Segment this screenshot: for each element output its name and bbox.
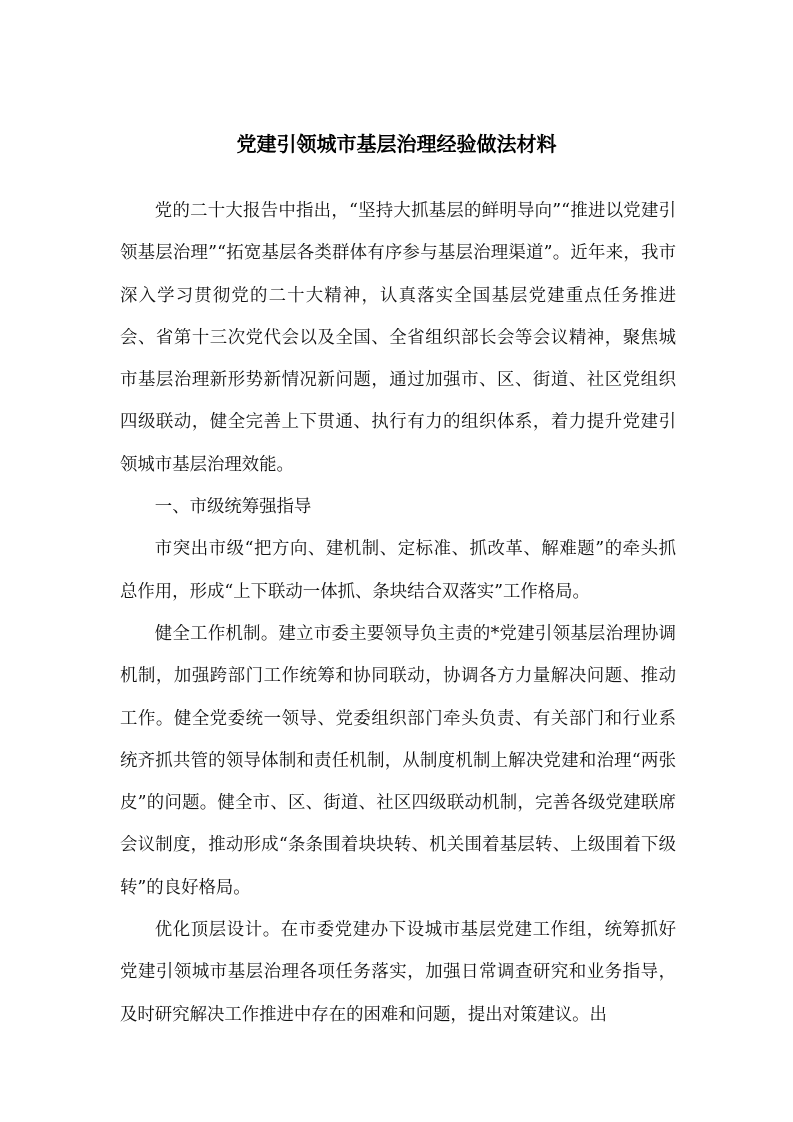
paragraph-intro: 党的二十大报告中指出，“坚持大抓基层的鲜明导向”“推进以党建引领基层治理”“拓宽基层各类群体有序参与基层治理渠道”。近年来，我市深入学习贯彻党的二十大精神，认真落实全国基层党建重点任务推进会、省第十三次党代会以及全国、全省组织部长会等会议精神，聚焦城市基层治理新形势新情况新问题，通过加强市、区、街道、社区党组织四级联动，健全完善上下贯通、执行有力的组织体系，着力提升党建引领城市基层治理效能。 <box>120 201 676 475</box>
document-body <box>120 190 676 1036</box>
document-title: 党建引领城市基层治理经验做法材料 <box>236 132 557 156</box>
paragraph-top-level-design: 优化顶层设计。在市委党建办下设城市基层党建工作组，统筹抓好党建引领城市基层治理各项任务落实，加强日常调查研究和业务指导，及时研究解决工作推进中存在的困难和问题，提出对策建议。出 <box>120 920 676 1025</box>
section-heading-1: 一、市级统筹强指导 <box>154 497 312 518</box>
paragraph-work-mechanism: 健全工作机制。建立市委主要领导负主责的*党建引领基层治理协调机制，加强跨部门工作统筹和协同联动，协调各方力量解决问题、推动工作。健全党委统一领导、党委组织部门牵头负责、有关部门和行业系统齐抓共管的领导体制和责任机制，从制度机制上解决党建和治理“两张皮”的问题。健全市、区、街道、社区四级联动机制，完善各级党建联席会议制度，推动形成“条条围着块块转、机关围着基层转、上级围着下级转”的良好格局。 <box>120 623 676 898</box>
paragraph-section-1-summary: 市突出市级“把方向、建机制、定标准、抓改革、解难题”的牵头抓总作用，形成“上下联动一体抓、条块结合双落实”工作格局。 <box>120 539 676 602</box>
